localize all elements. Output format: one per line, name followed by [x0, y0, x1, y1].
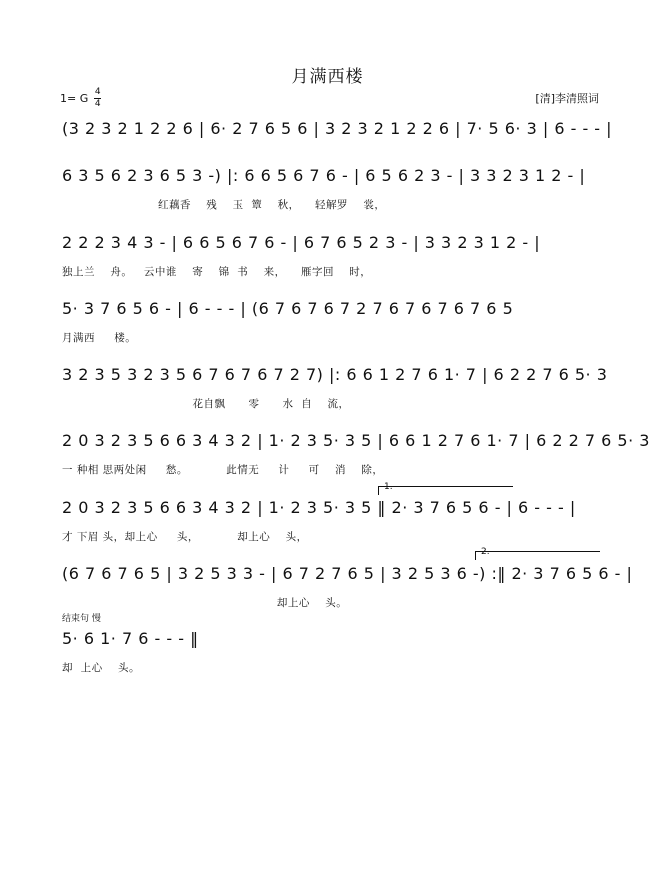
lyrics-line: 红藕香 残 玉 簟 秋， 轻解罗 裳， [62, 199, 386, 211]
lyrics-line: 却上心 头。 [62, 597, 348, 609]
lyrics-line: 独上兰 舟。 云中谁 寄 锦 书 来， 雁字回 时， [62, 266, 372, 278]
notation-line: (3 2 3 2 1 2 2 6 | 6· 2 7 6 5 6 | 3 2 3 2 1 2 2 6 | 7· 5 6· 3 | 6 - - - | [62, 119, 613, 138]
time-numerator: 4 [94, 87, 101, 97]
score-system-3 [62, 232, 602, 280]
lyrics-line: 才 下眉 头，却上心 头， 却上心 头， [62, 531, 308, 543]
score-system-2 [62, 165, 602, 213]
time-denominator: 4 [94, 99, 101, 109]
second-ending-bracket [475, 551, 600, 560]
score-system-9 [62, 628, 602, 676]
notation-line: 2 0 3 2 3 5 6 6 3 4 3 2 | 1· 2 3 5· 3 5 ‖ 2· 3 7 6 5 6 - | 6 - - - | [62, 498, 576, 517]
second-ending-label: 2. [481, 547, 490, 557]
key-signature [60, 88, 101, 109]
score-system-5 [62, 364, 608, 412]
lyrics-line: 却 上心 头。 [62, 662, 141, 674]
first-ending-label: 1. [384, 482, 393, 492]
first-ending-bracket [378, 486, 513, 495]
notation-line: 5· 6 1· 7 6 - - - ‖ [62, 629, 199, 648]
coda-tempo-label: 结束句 慢 [62, 614, 101, 624]
score-system-6 [62, 430, 650, 478]
song-title: 月满西楼 [291, 67, 364, 87]
lyrics-line: 月满西 楼。 [62, 332, 137, 344]
notation-line: 5· 3 7 6 5 6 - | 6 - - - | (6 7 6 7 6 7 2 7 6 7 6 7 6 7 6 5 [62, 299, 514, 318]
score-system-8 [62, 563, 633, 611]
lyrics-line: 花自飘 零 水 自 流， [62, 398, 350, 410]
score-system-7 [62, 497, 602, 545]
key-text: 1= G [60, 92, 89, 105]
time-signature [94, 88, 101, 109]
notation-line: 6 3 5 6 2 3 6 5 3 -) |: 6 6 5 6 7 6 - | 6 5 6 2 3 - | 3 3 2 3 1 2 - | [62, 166, 586, 185]
lyrics-line [62, 150, 602, 166]
notation-line: (6 7 6 7 6 5 | 3 2 5 3 3 - | 6 7 2 7 6 5 | 3 2 5 3 6 -) :‖ 2· 3 7 6 5 6 - | [62, 564, 633, 583]
notation-line: 2 0 3 2 3 5 6 6 3 4 3 2 | 1· 2 3 5· 3 5 | 6 6 1 2 7 6 1· 7 | 6 2 2 7 6 5· 3 [62, 431, 650, 450]
lyrics-line: 一 种相 思两处闲 愁。 此情无 计 可 消 除， [62, 464, 384, 476]
notation-line: 3 2 3 5 3 2 3 5 6 7 6 7 6 7 2 7) |: 6 6 1 2 7 6 1· 7 | 6 2 2 7 6 5· 3 [62, 365, 608, 384]
score-system-1 [62, 118, 613, 166]
lyricist-credit: [清]李清照词 [535, 92, 599, 105]
notation-line: 2 2 2 3 4 3 - | 6 6 5 6 7 6 - | 6 7 6 5 2 3 - | 3 3 2 3 1 2 - | [62, 233, 541, 252]
score-system-4 [62, 298, 602, 346]
